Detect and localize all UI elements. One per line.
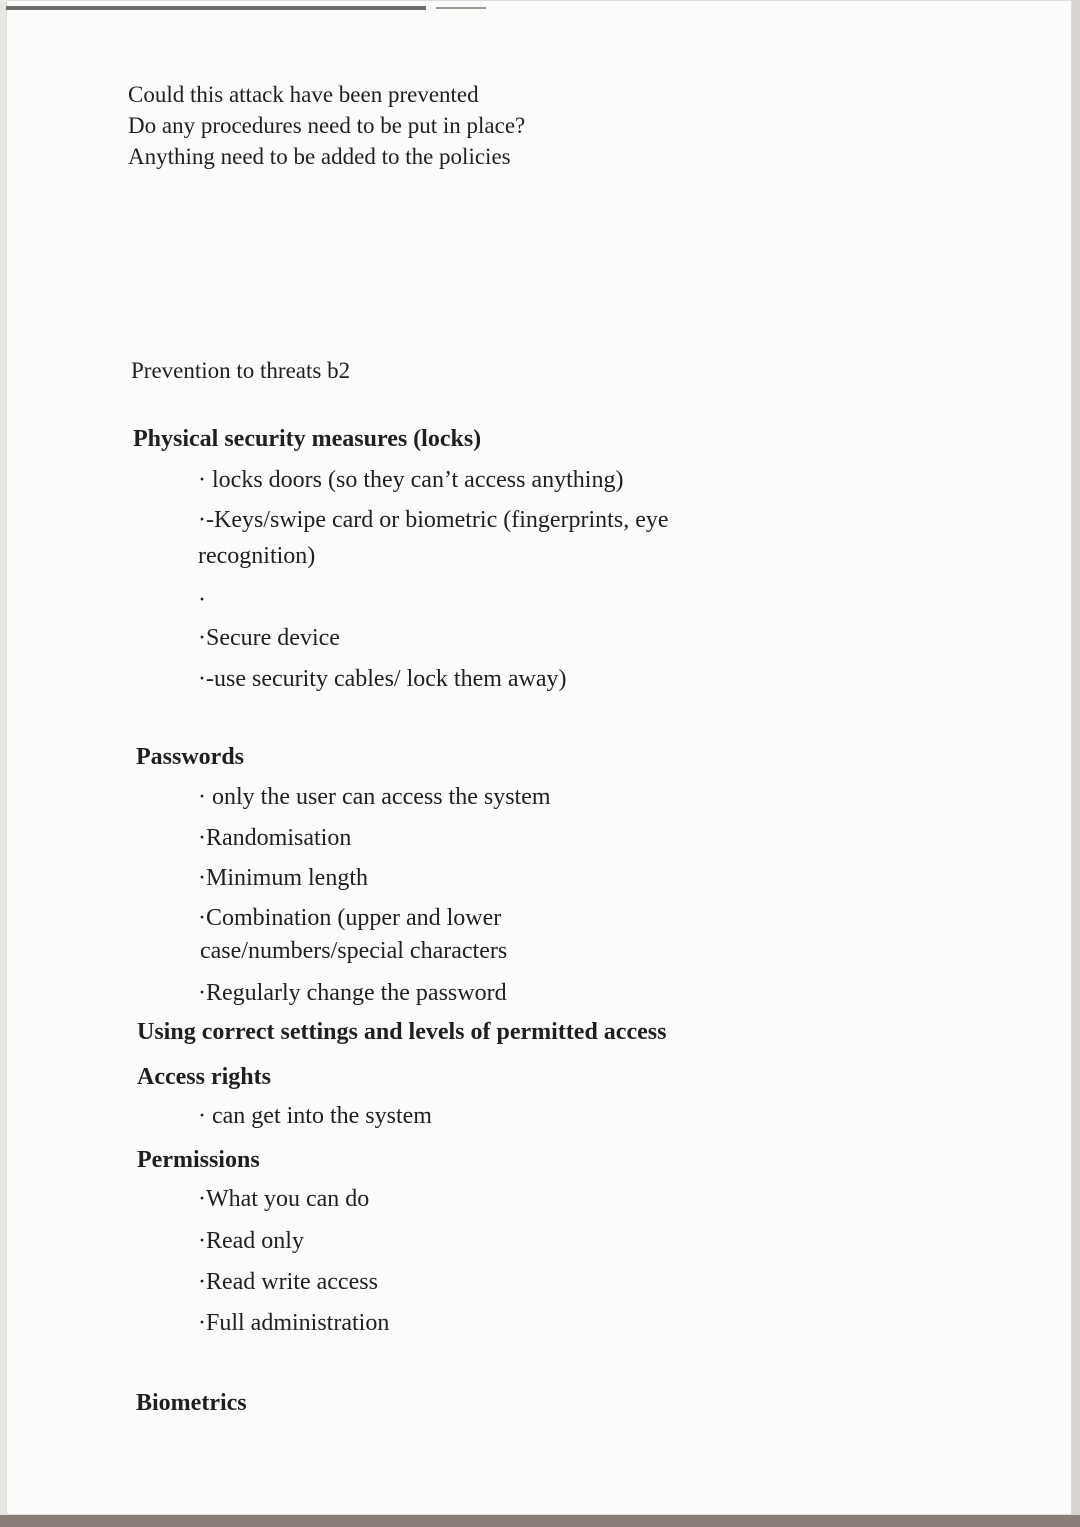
intro-line-1: Could this attack have been prevented bbox=[128, 82, 479, 107]
top-rule bbox=[6, 6, 426, 10]
passwords-item: ·Randomisation bbox=[198, 825, 352, 851]
permissions-heading: Permissions bbox=[137, 1147, 260, 1173]
physical-item-keys: ·-Keys/swipe card or biometric (fingerprints, eye bbox=[198, 507, 669, 533]
access-rights-heading: Access rights bbox=[137, 1064, 271, 1090]
intro-line-2: Do any procedures need to be put in place? bbox=[128, 113, 526, 138]
passwords-item: · only the user can access the system bbox=[198, 784, 551, 810]
physical-item-locks: · locks doors (so they can’t access anything) bbox=[198, 467, 624, 493]
intro-line-3: Anything need to be added to the policies bbox=[128, 144, 511, 169]
section-title: Prevention to threats b2 bbox=[131, 358, 351, 383]
settings-heading: Using correct settings and levels of permitted access bbox=[137, 1019, 667, 1045]
bottom-edge bbox=[0, 1515, 1080, 1527]
physical-item-cables: ·-use security cables/ lock them away) bbox=[198, 666, 567, 692]
access-rights-item: · can get into the system bbox=[198, 1103, 432, 1129]
top-rule-fragment bbox=[436, 7, 486, 9]
permissions-item: ·Read write access bbox=[198, 1269, 378, 1295]
passwords-item: ·Minimum length bbox=[198, 865, 368, 891]
right-edge bbox=[1072, 0, 1080, 1527]
passwords-item: case/numbers/special characters bbox=[200, 938, 508, 964]
permissions-item: ·Full administration bbox=[198, 1310, 390, 1336]
passwords-heading: Passwords bbox=[136, 744, 245, 770]
permissions-item: ·What you can do bbox=[198, 1186, 370, 1212]
passwords-item: ·Regularly change the password bbox=[198, 980, 507, 1006]
physical-heading: Physical security measures (locks) bbox=[133, 426, 482, 452]
physical-item-keys-cont: recognition) bbox=[198, 543, 316, 569]
passwords-item: ·Combination (upper and lower bbox=[198, 905, 502, 931]
permissions-item: ·Read only bbox=[198, 1228, 304, 1254]
biometrics-heading: Biometrics bbox=[136, 1390, 247, 1416]
physical-empty-bullet: · bbox=[198, 587, 206, 613]
physical-item-secure: ·Secure device bbox=[198, 625, 340, 651]
